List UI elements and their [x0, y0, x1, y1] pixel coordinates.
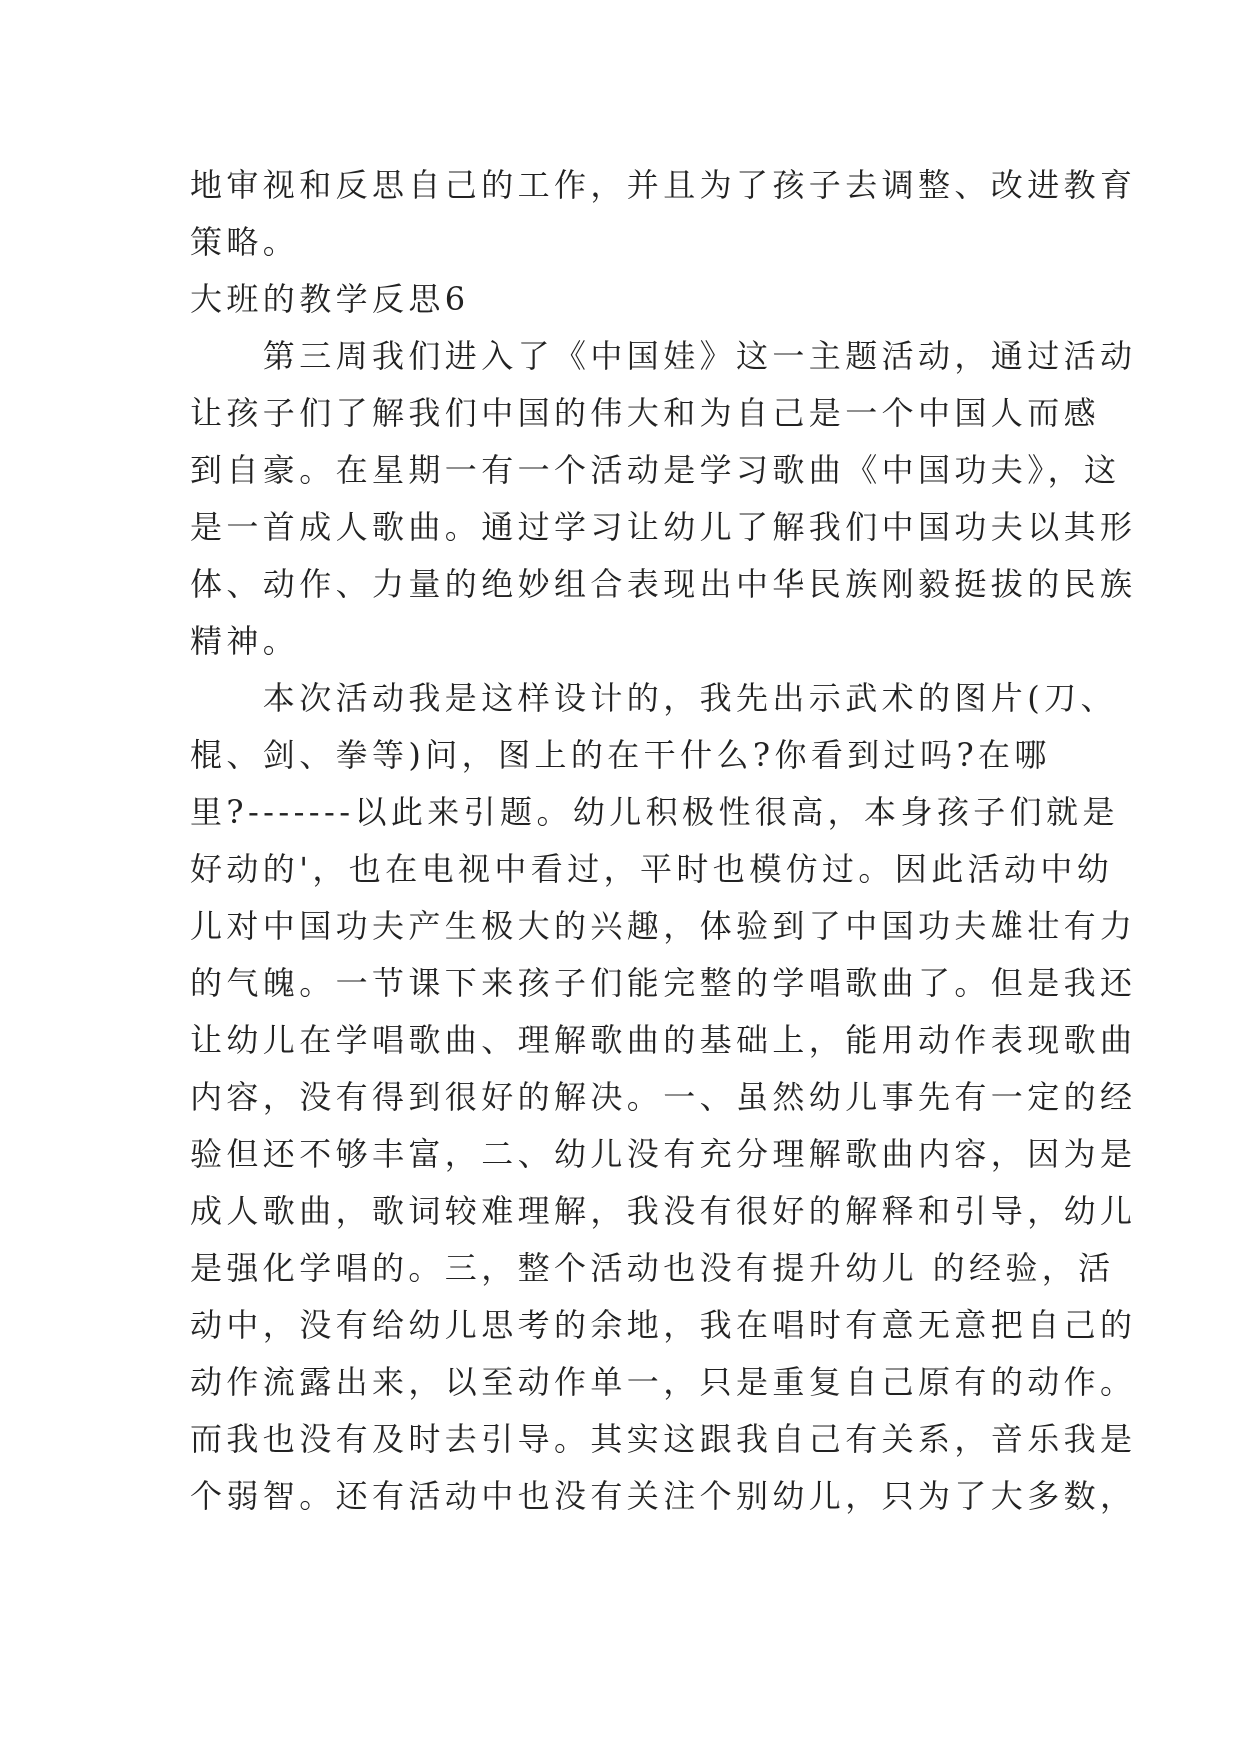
text-line-23: 而我也没有及时去引导。其实这跟我自己有关系，音乐我是: [190, 1420, 1137, 1458]
text-line-8: 体、动作、力量的绝妙组合表现出中华民族刚毅挺拔的民族: [190, 565, 1137, 603]
text-line-21: 动中，没有给幼儿思考的余地，我在唱时有意无意把自己的: [190, 1306, 1137, 1344]
text-line-4: 第三周我们进入了《中国娃》这一主题活动，通过活动: [190, 337, 1137, 375]
text-line-7: 是一首成人歌曲。通过学习让幼儿了解我们中国功夫以其形: [190, 508, 1137, 546]
text-line-15: 的气魄。一节课下来孩子们能完整的学唱歌曲了。但是我还: [190, 964, 1137, 1002]
text-line-18: 验但还不够丰富，二、幼儿没有充分理解歌曲内容，因为是: [190, 1135, 1137, 1173]
text-line-11: 棍、剑、拳等)问，图上的在干什么?你看到过吗?在哪: [190, 736, 1051, 774]
text-line-13: 好动的'，也在电视中看过，平时也模仿过。因此活动中幼: [190, 850, 1114, 888]
text-line-22: 动作流露出来，以至动作单一，只是重复自己原有的动作。: [190, 1363, 1137, 1401]
text-line-6: 到自豪。在星期一有一个活动是学习歌曲《中国功夫》，这: [190, 451, 1121, 489]
text-line-2: 策略。: [190, 223, 300, 261]
text-line-14: 儿对中国功夫产生极大的兴趣，体验到了中国功夫雄壮有力: [190, 907, 1137, 945]
text-line-12: 里?-------以此来引题。幼儿积极性很高，本身孩子们就是: [190, 793, 1119, 831]
text-line-10: 本次活动我是这样设计的，我先出示武术的图片(刀、: [190, 679, 1117, 717]
text-line-1: 地审视和反思自己的工作，并且为了孩子去调整、改进教育: [190, 166, 1137, 204]
text-line-5: 让孩子们了解我们中国的伟大和为自己是一个中国人而感: [190, 394, 1101, 432]
text-line-16: 让幼儿在学唱歌曲、理解歌曲的基础上，能用动作表现歌曲: [190, 1021, 1137, 1059]
section-heading: 大班的教学反思6: [190, 280, 470, 318]
text-line-17: 内容，没有得到很好的解决。一、虽然幼儿事先有一定的经: [190, 1078, 1137, 1116]
text-line-24: 个弱智。还有活动中也没有关注个别幼儿，只为了大多数，: [190, 1477, 1137, 1515]
text-line-20: 是强化学唱的。三，整个活动也没有提升幼儿 的经验，活: [190, 1249, 1115, 1287]
text-line-19: 成人歌曲，歌词较难理解，我没有很好的解释和引导，幼儿: [190, 1192, 1137, 1230]
text-line-9: 精神。: [190, 622, 300, 660]
